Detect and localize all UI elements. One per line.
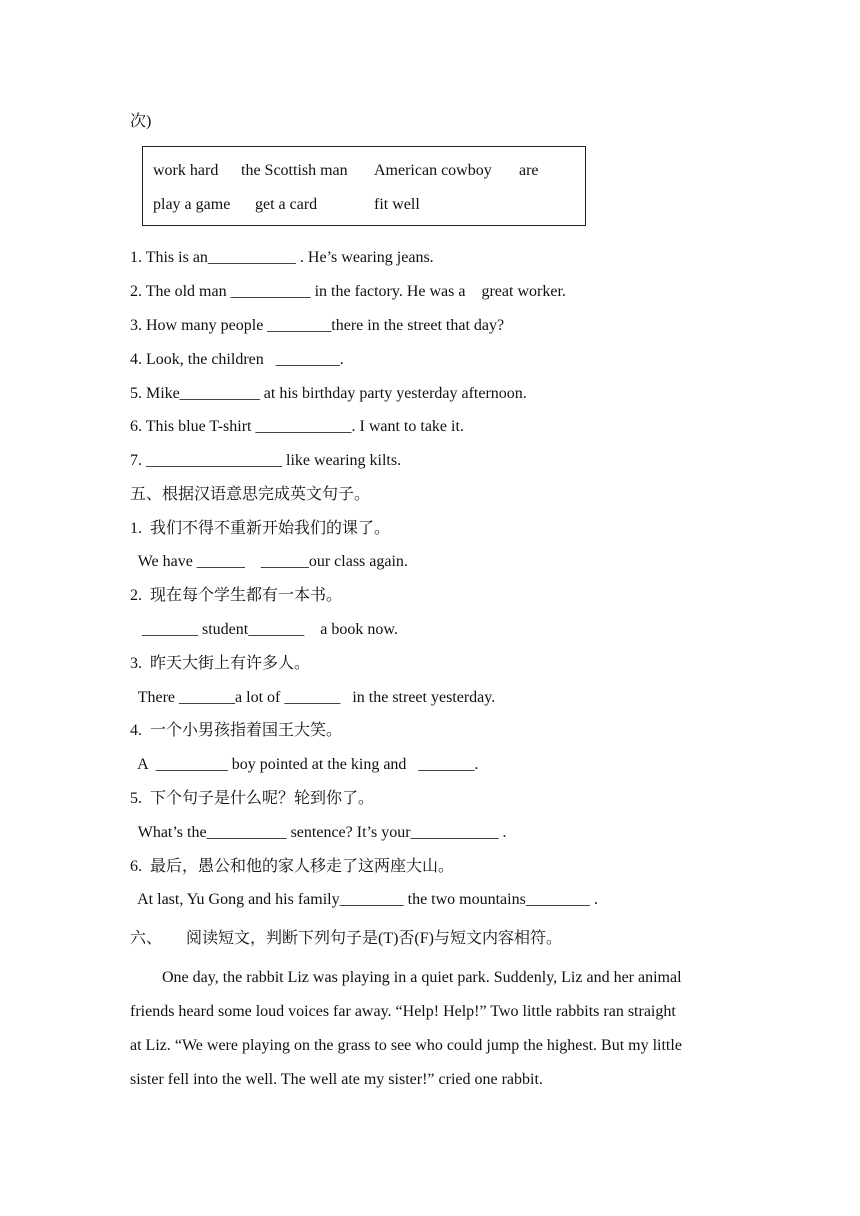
word-bank-item: are bbox=[519, 162, 539, 179]
word-bank-item: fit well bbox=[374, 196, 420, 213]
english-sentence: A _________ boy pointed at the king and _______. bbox=[130, 756, 479, 773]
english-sentence: What’s the__________ sentence? It’s your___________ . bbox=[130, 824, 507, 841]
word-bank-box bbox=[142, 146, 586, 226]
chinese-prompt: 2. 现在每个学生都有一本书。 bbox=[130, 587, 343, 604]
chinese-prompt: 1. 我们不得不重新开始我们的课了。 bbox=[130, 520, 391, 537]
fill-in-item: 7. _________________ like wearing kilts. bbox=[130, 452, 402, 469]
english-sentence: We have ______ ______our class again. bbox=[130, 553, 408, 570]
reading-passage bbox=[130, 961, 732, 1097]
chinese-prompt: 6. 最后，愚公和他的家人移走了这两座大山。 bbox=[130, 858, 455, 875]
word-bank-item: American cowboy bbox=[374, 162, 492, 179]
section-six-title: 六、 阅读短文，判断下列句子是(T)否(F)与短文内容相符。 bbox=[130, 930, 562, 947]
chinese-prompt: 3. 昨天大街上有许多人。 bbox=[130, 655, 311, 672]
fill-in-item: 5. Mike__________ at his birthday party yesterday afternoon. bbox=[130, 385, 527, 402]
passage-line: friends heard some loud voices far away. “Help! Help!” Two little rabbits ran straight bbox=[130, 1003, 676, 1020]
fill-in-item: 3. How many people ________there in the street that day? bbox=[130, 317, 505, 334]
chinese-prompt: 5. 下个句子是什么呢？轮到你了。 bbox=[130, 790, 375, 807]
passage-line: sister fell into the well. The well ate my sister!” cried one rabbit. bbox=[130, 1071, 543, 1088]
fill-in-item: 1. This is an___________ . He’s wearing jeans. bbox=[130, 249, 434, 266]
passage-line: One day, the rabbit Liz was playing in a quiet park. Suddenly, Liz and her animal bbox=[130, 969, 682, 986]
passage-line: at Liz. “We were playing on the grass to see who could jump the highest. But my little bbox=[130, 1037, 682, 1054]
english-sentence: At last, Yu Gong and his family________ the two mountains________ . bbox=[130, 891, 598, 908]
word-bank-item: play a game bbox=[153, 196, 231, 213]
fill-in-item: 2. The old man __________ in the factory. He was a great worker. bbox=[130, 283, 566, 300]
fill-in-item: 6. This blue T-shirt ____________. I want to take it. bbox=[130, 418, 464, 435]
english-sentence: _______ student_______ a book now. bbox=[130, 621, 398, 638]
chinese-prompt: 4. 一个小男孩指着国王大笑。 bbox=[130, 722, 343, 739]
section-five-title: 五、根据汉语意思完成英文句子。 bbox=[130, 486, 371, 503]
fill-in-item: 4. Look, the children ________. bbox=[130, 351, 344, 368]
header-fragment: 次) bbox=[130, 113, 152, 130]
english-sentence: There _______a lot of _______ in the street yesterday. bbox=[130, 689, 496, 706]
word-bank-item: get a card bbox=[255, 196, 318, 213]
word-bank-item: the Scottish man bbox=[241, 162, 348, 179]
word-bank-item: work hard bbox=[153, 162, 219, 179]
